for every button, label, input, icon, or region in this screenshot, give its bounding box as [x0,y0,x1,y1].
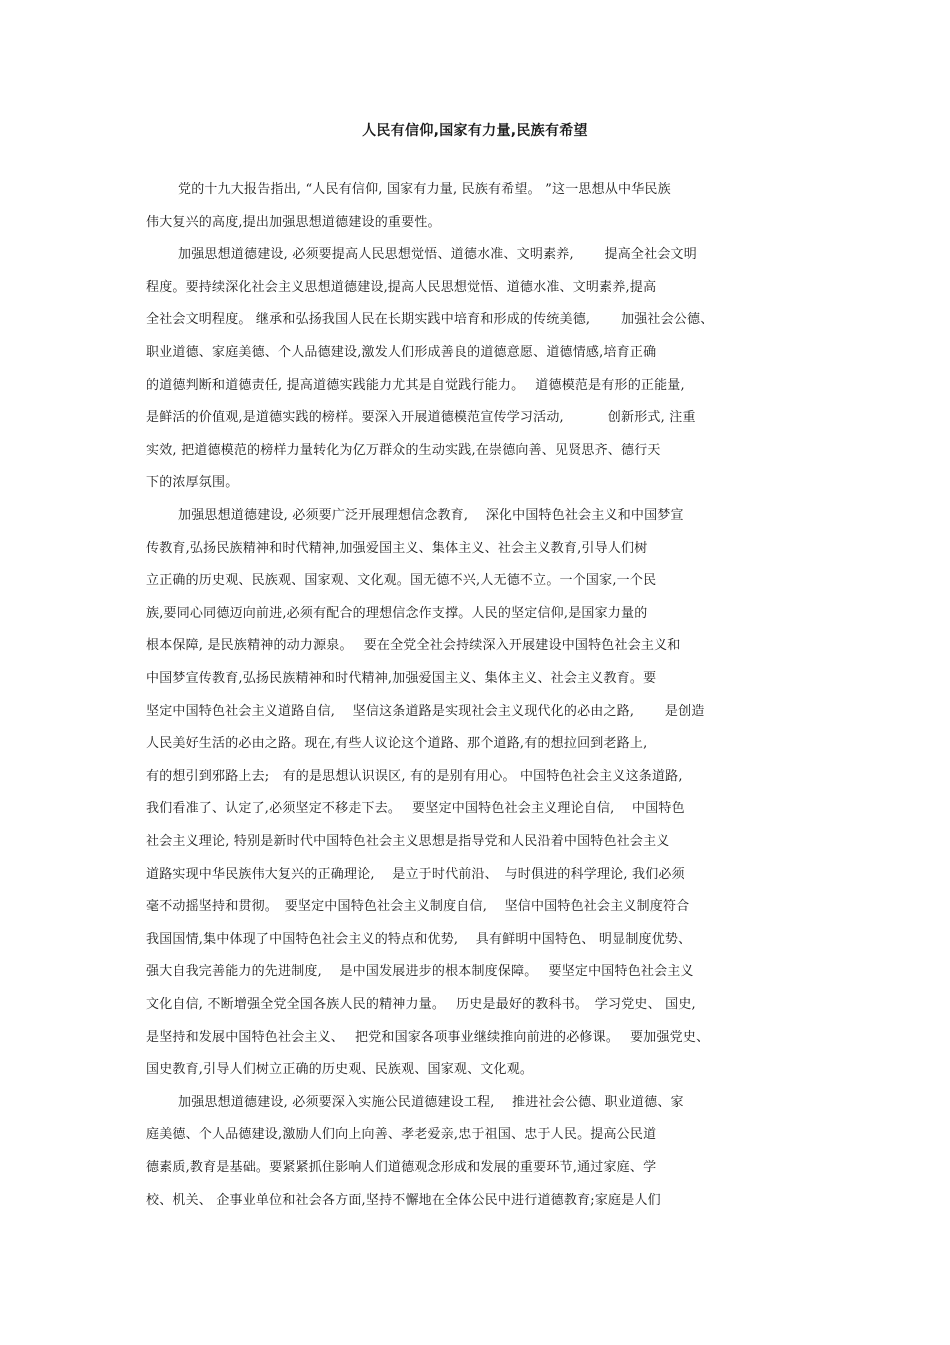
body-line: 国史教育,引导人们树立正确的历史观、民族观、国家观、文化观。 [146,1062,534,1077]
body-line: 根本保障, 是民族精神的动力源泉。 要在全党全社会持续深入开展建设中国特色社会主义和 [146,638,681,653]
body-line: 加强思想道德建设, 必须要深入实施公民道德建设工程, 推进社会公德、职业道德、家 [178,1095,684,1110]
body-line: 我国国情,集中体现了中国特色社会主义的特点和优势, 具有鲜明中国特色、 明显制度优势、 [146,932,692,947]
body-line: 全社会文明程度。 继承和弘扬我国人民在长期实践中培育和形成的传统美德, 加强社会公德、 [146,312,714,327]
body-line: 文化自信, 不断增强全党全国各族人民的精神力量。 历史是最好的教科书。 学习党史、 国史, [146,997,696,1012]
body-line: 的道德判断和道德责任, 提高道德实践能力尤其是自觉践行能力。 道德模范是有形的正能量, [146,378,685,393]
body-line: 德素质,教育是基础。要紧紧抓住影响人们道德观念形成和发展的重要环节,通过家庭、学 [146,1160,657,1175]
document-title: 人民有信仰,国家有力量,民族有希望 [362,123,588,139]
body-line: 加强思想道德建设, 必须要广泛开展理想信念教育, 深化中国特色社会主义和中国梦宣 [178,508,684,523]
body-line: 下的浓厚氛围。 [146,475,239,490]
body-line: 庭美德、个人品德建设,激励人们向上向善、孝老爱亲,忠于祖国、忠于人民。提高公民道 [146,1127,657,1142]
body-line: 坚定中国特色社会主义道路自信, 坚信这条道路是实现社会主义现代化的必由之路, 是创造 [146,704,705,719]
body-line: 有的想引到邪路上去; 有的是思想认识误区, 有的是别有用心。 中国特色社会主义这条道路, [146,769,683,784]
body-line: 实效, 把道德模范的榜样力量转化为亿万群众的生动实践,在崇德向善、见贤思齐、德行天 [146,443,661,458]
body-line: 党的十九大报告指出, “人民有信仰, 国家有力量, 民族有希望。 ”这一思想从中华民族 [178,182,671,197]
body-line: 强大自我完善能力的先进制度, 是中国发展进步的根本制度保障。 要坚定中国特色社会主义 [146,964,694,979]
body-line: 社会主义理论, 特别是新时代中国特色社会主义思想是指导党和人民沿着中国特色社会主义 [146,834,670,849]
body-line: 是坚持和发展中国特色社会主义、 把党和国家各项事业继续推向前进的必修课。 要加强党史、 [146,1030,710,1045]
body-line: 人民美好生活的必由之路。现在,有些人议论这个道路、那个道路,有的想拉回到老路上, [146,736,648,751]
body-line: 程度。要持续深化社会主义思想道德建设,提高人民思想觉悟、道德水准、文明素养,提高 [146,280,657,295]
body-line: 传教育,弘扬民族精神和时代精神,加强爱国主义、集体主义、社会主义教育,引导人们树 [146,541,648,556]
body-line: 我们看准了、认定了,必须坚定不移走下去。 要坚定中国特色社会主义理论自信, 中国特色 [146,801,685,816]
body-line: 职业道德、家庭美德、个人品德建设,激发人们形成善良的道德意愿、道德情感,培育正确 [146,345,657,360]
body-line: 毫不动摇坚持和贯彻。 要坚定中国特色社会主义制度自信, 坚信中国特色社会主义制度符合 [146,899,690,914]
body-line: 族,要同心同德迈向前进,必须有配合的理想信念作支撑。人民的坚定信仰,是国家力量的 [146,606,648,621]
body-line: 立正确的历史观、民族观、国家观、文化观。国无德不兴,人无德不立。一个国家,一个民 [146,573,657,588]
body-line: 中国梦宣传教育,弘扬民族精神和时代精神,加强爱国主义、集体主义、社会主义教育。要 [146,671,657,686]
body-line: 道路实现中华民族伟大复兴的正确理论, 是立于时代前沿、 与时俱进的科学理论, 我们必须 [146,867,685,882]
body-line: 加强思想道德建设, 必须要提高人民思想觉悟、道德水准、文明素养, 提高全社会文明 [178,247,697,262]
body-line: 伟大复兴的高度,提出加强思想道德建设的重要性。 [146,215,441,230]
body-line: 校、机关、 企事业单位和社会各方面,坚持不懈地在全体公民中进行道德教育;家庭是人们 [146,1193,661,1208]
body-line: 是鲜活的价值观,是道德实践的榜样。要深入开展道德模范宣传学习活动, 创新形式, 注重 [146,410,696,425]
